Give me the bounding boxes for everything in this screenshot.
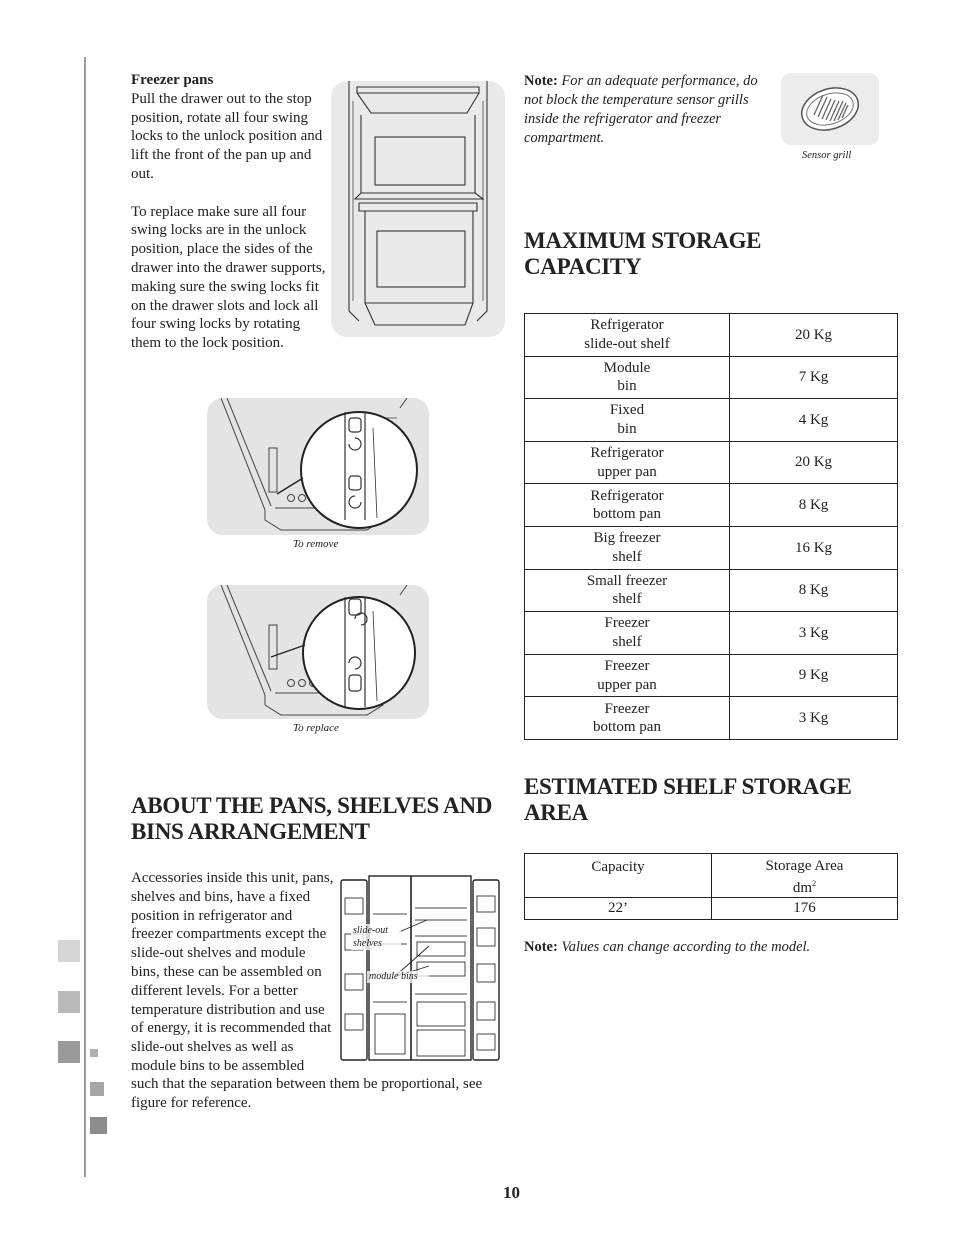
estimated-table (524, 853, 898, 920)
about-heading (131, 793, 511, 845)
item-name-line-1: Small freezer (586, 572, 668, 589)
note-label: Note: (524, 73, 558, 89)
table-row (525, 441, 898, 484)
item-name-line-2: shelf (612, 633, 642, 650)
capacity-header: Capacity (525, 854, 712, 898)
max-storage-table (524, 313, 898, 740)
item-name-line-1: Freezer (604, 615, 650, 632)
item-name-line-1: Freezer (604, 658, 650, 675)
table-row (525, 526, 898, 569)
capacity-cell: 20 Kg (730, 441, 898, 484)
item-name-line-2: shelf (612, 548, 642, 565)
storage-area-header-text: Storage Area (765, 858, 844, 874)
item-cell (525, 569, 730, 612)
table-row (525, 399, 898, 442)
to-replace-illustration (207, 585, 429, 719)
margin-rule (84, 57, 86, 1177)
item-name-line-1: Refrigerator (590, 317, 664, 334)
item-name-line-2: shelf (612, 591, 642, 608)
table-row (525, 569, 898, 612)
table-row (525, 612, 898, 655)
capacity-cell: 8 Kg (730, 569, 898, 612)
item-name-line-2: upper pan (597, 676, 657, 693)
item-name-line-1: Big freezer (593, 530, 661, 547)
note-text: For an adequate performance, do not block the temperature sensor grills inside the refrigerator and freezer compartment. (524, 73, 758, 146)
storage-area-header (712, 854, 898, 898)
capacity-cell: 20 Kg (730, 314, 898, 357)
slide-out-label (353, 924, 388, 950)
item-name-line-2: bin (617, 378, 637, 395)
page-number: 10 (503, 1183, 520, 1202)
estimated-heading-line-2: AREA (524, 800, 588, 825)
capacity-cell: 9 Kg (730, 654, 898, 697)
table-row (525, 697, 898, 740)
item-cell (525, 399, 730, 442)
to-replace-caption: To replace (293, 722, 339, 734)
capacity-value: 22’ (525, 898, 712, 920)
item-cell (525, 654, 730, 697)
note-values (524, 938, 810, 957)
freezer-pans-section (131, 71, 327, 353)
capacity-cell: 3 Kg (730, 697, 898, 740)
freezer-pans-para-2: To replace make sure all four swing locks are in the unlock position, place the sides of the drawer into the drawer supports, making sure the swing locks fit on the drawer slots and lock all four swing locks by rotating them to the lock position. (131, 203, 326, 352)
storage-area-unit-text: dm (792, 880, 813, 896)
max-storage-heading-line-2: CAPACITY (524, 254, 642, 279)
slide-out-text: slide-out (353, 925, 388, 936)
item-cell (525, 526, 730, 569)
table-row (525, 314, 898, 357)
about-heading-line-1: ABOUT THE PANS, SHELVES AND (131, 793, 493, 818)
capacity-cell: 16 Kg (730, 526, 898, 569)
note-text: Values can change according to the model. (561, 939, 811, 955)
item-name-line-2: slide-out shelf (584, 335, 670, 352)
item-cell (525, 314, 730, 357)
item-name-line-1: Refrigerator (590, 487, 664, 504)
table-row (525, 356, 898, 399)
freezer-pans-title: Freezer pans (131, 72, 214, 88)
freezer-drawer-illustration (331, 81, 505, 337)
table-row (525, 854, 898, 898)
storage-area-unit (712, 875, 897, 897)
about-para-narrow: Accessories inside this unit, pans, shelves and bins, have a fixed position in refrigerator and freezer compartments except the slide-out shelves and module bins, these can be assembled on different levels. For a better temperature distribution and use of energy, it is recommended that slide-out shelves as well as module bins to be assembled (131, 870, 334, 1074)
item-name-line-1: Refrigerator (590, 445, 664, 462)
capacity-cell: 7 Kg (730, 356, 898, 399)
item-name-line-1: Module (603, 359, 651, 376)
table-row (525, 654, 898, 697)
sensor-grill-caption: Sensor grill (802, 150, 852, 161)
storage-area-unit-sup: 2 (812, 879, 817, 888)
margin-square (58, 940, 80, 962)
table-row (525, 484, 898, 527)
margin-square (58, 991, 80, 1013)
to-remove-illustration (207, 398, 429, 535)
note-sensor (524, 72, 759, 148)
item-cell (525, 441, 730, 484)
capacity-cell: 3 Kg (730, 612, 898, 655)
margin-square-small (90, 1049, 98, 1057)
margin-square (58, 1041, 80, 1063)
item-cell (525, 356, 730, 399)
max-storage-heading (524, 228, 761, 280)
item-cell (525, 484, 730, 527)
margin-square-small (90, 1117, 107, 1134)
item-name-line-2: bottom pan (593, 506, 661, 523)
freezer-pans-para-1: Pull the drawer out to the stop position, rotate all four swing locks to the unlock position and lift the front of the pan up and out. (131, 90, 323, 182)
item-name-line-2: bottom pan (593, 719, 661, 736)
item-name-line-2: bin (617, 420, 637, 437)
item-name-line-1: Freezer (604, 700, 650, 717)
about-heading-line-2: BINS ARRANGEMENT (131, 819, 370, 844)
estimated-heading-line-1: ESTIMATED SHELF STORAGE (524, 774, 852, 799)
note-label: Note: (524, 939, 558, 955)
margin-square-small (90, 1082, 104, 1096)
item-cell (525, 612, 730, 655)
storage-area-value: 176 (712, 898, 898, 920)
max-storage-heading-line-1: MAXIMUM STORAGE (524, 228, 762, 253)
shelves-text: shelves (353, 938, 382, 949)
capacity-cell: 4 Kg (730, 399, 898, 442)
about-para-wide: such that the separation between them be proportional, see figure for reference. (131, 1076, 483, 1111)
item-name-line-1: Fixed (609, 402, 645, 419)
estimated-heading (524, 774, 852, 826)
capacity-cell: 8 Kg (730, 484, 898, 527)
module-bins-label: module bins (369, 971, 418, 982)
sensor-grill-illustration (781, 73, 879, 145)
item-name-line-2: upper pan (597, 463, 657, 480)
item-cell (525, 697, 730, 740)
fridge-arrangement-illustration (337, 874, 503, 1064)
to-remove-caption: To remove (293, 538, 339, 550)
table-row (525, 898, 898, 920)
